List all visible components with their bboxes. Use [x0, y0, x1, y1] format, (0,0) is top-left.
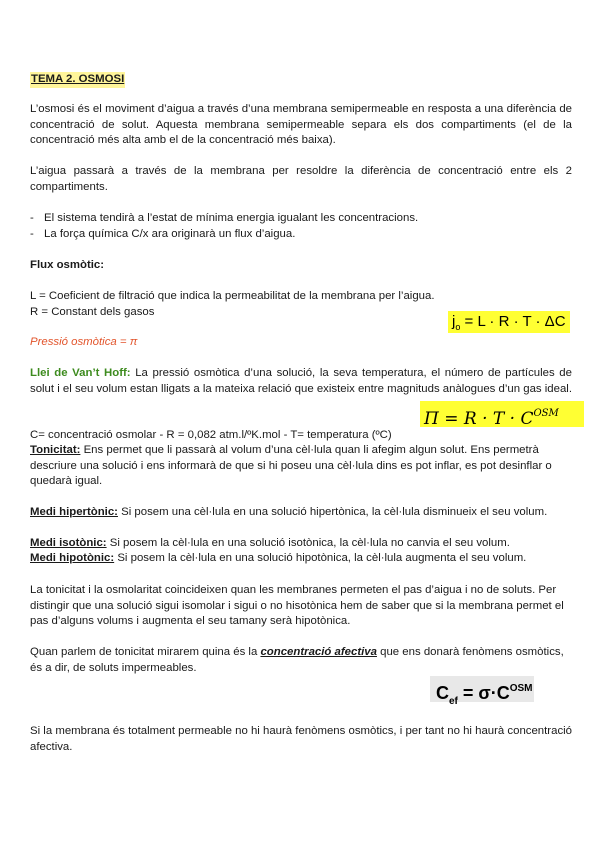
hipertonic-text: Si posem una cèl·lula en una solució hipertònica, la cèl·lula disminueix el seu volum.: [117, 506, 548, 518]
formula-vanthoff: [420, 401, 584, 427]
flux-heading-line: [30, 258, 572, 274]
isotonic-text: Si posem la cèl·lula en una solució isotònica, la cèl·lula no canvia el seu volum.: [106, 537, 510, 549]
tonicitat-label: Tonicitat:: [30, 444, 81, 456]
dash-marker: -: [30, 212, 34, 224]
list-item: [30, 227, 572, 243]
afectiva-paragraph: [30, 645, 572, 676]
hipertonic-paragraph: [30, 505, 572, 521]
tonicitat-paragraph: [30, 443, 572, 490]
afectiva-term: concentració afectiva: [260, 646, 377, 658]
final-paragraph: Si la membrana és totalment permeable no hi haurà fenòmens osmòtics, i per tant no hi haurà concentració afectiva.: [30, 725, 572, 753]
formula-flux-text: $j_o = L \cdot R \cdot T \cdot \Delta C$: [452, 313, 566, 332]
formula-pi-text: $\Pi = R \cdot T \cdot C^{OSM}$: [424, 408, 559, 429]
flux-L-definition: L = Coeficient de filtració que indica la permeabilitat de la membrana per l’aigua.: [30, 290, 435, 302]
list-item-text: El sistema tendirà a l’estat de mínima energia igualant les concentracions.: [44, 212, 419, 224]
tonicitat-paragraph-2: La tonicitat i la osmolaritat coincideixen quan les membranes permeten el pas d’aigua i no de soluts. Per distingir que una solució sigui isomolar i sigui o no hisotònica hem de saber que si la membrana permet el pas d’alguns volums i augmenta el seu tamany serà hipotònica.: [30, 584, 564, 627]
hipotonic-label: Medi hipotònic:: [30, 552, 115, 564]
pressio-osmotica: Pressió osmòtica = π: [30, 336, 138, 348]
flux-R-definition: R = Constant dels gasos: [30, 305, 155, 318]
afectiva-post: que ens donarà fenòmens osmòtics, és a dir, de soluts impermeables.: [30, 646, 564, 674]
page-title: TEMA 2. OSMOSI: [30, 72, 125, 88]
list-item: [30, 211, 572, 227]
afectiva-pre: Quan parlem de tonicitat mirarem quina és la: [30, 646, 261, 658]
bullet-list: [30, 211, 572, 242]
vanthoff-text: La pressió osmòtica d’una solució, la seva temperatura, el número de partícules de solut i el seu volum estan lligats a la mateixa relació que existeix entre magnituds anàlogues d’un gas ideal.: [30, 367, 573, 395]
isotonic-line: [30, 536, 572, 552]
formula-cef: [430, 676, 534, 707]
list-item-text: La força química C/x ara originarà un flux d’aigua.: [44, 227, 296, 240]
pressio-line: [30, 335, 572, 351]
tonicitat-text: Ens permet que li passarà al volum d’una cèl·lula quan li afegim algun solut. Ens permetrà descriure una solució i ens informarà de que si hi poseu una cèl·lula dins es pot inflar, es pot desinflar o quedarà igual.: [30, 444, 552, 487]
intro-paragraph-1: L’osmosi és el moviment d’aigua a través d’una membrana semipermeable en resposta a una diferència de concentració de solut. Aquesta membrana semipermeable separa els dos compartiments (el de la concentració més alta amb el de la concentració més baixa).: [30, 103, 572, 146]
hipotonic-line: [30, 551, 572, 567]
constants-line: C= concentració osmolar - R = 0,082 atm.l/ºK.mol - T= temperatura (ºC): [30, 429, 392, 441]
title-line: [30, 72, 572, 88]
dash-marker: -: [30, 227, 34, 240]
formula-cef-render: $C_{ef} = \sigma\cdot C^{OSM}$: [436, 683, 533, 707]
isotonic-label: Medi isotònic:: [30, 537, 107, 549]
formula-flux-osmotic: [448, 311, 570, 333]
vanthoff-label: Llei de Van’t Hoff:: [30, 367, 131, 379]
intro-paragraph-2: L’aigua passarà a través de la membrana per resoldre la diferència de concentració entre els 2 compartiments.: [30, 165, 572, 193]
hipertonic-label: Medi hipertònic:: [30, 506, 118, 518]
flux-heading: Flux osmòtic:: [30, 259, 105, 271]
hipotonic-text: Si posem la cèl·lula en una solució hipotònica, la cèl·lula augmenta el seu volum.: [114, 552, 527, 564]
vanthoff-paragraph: [30, 366, 572, 397]
